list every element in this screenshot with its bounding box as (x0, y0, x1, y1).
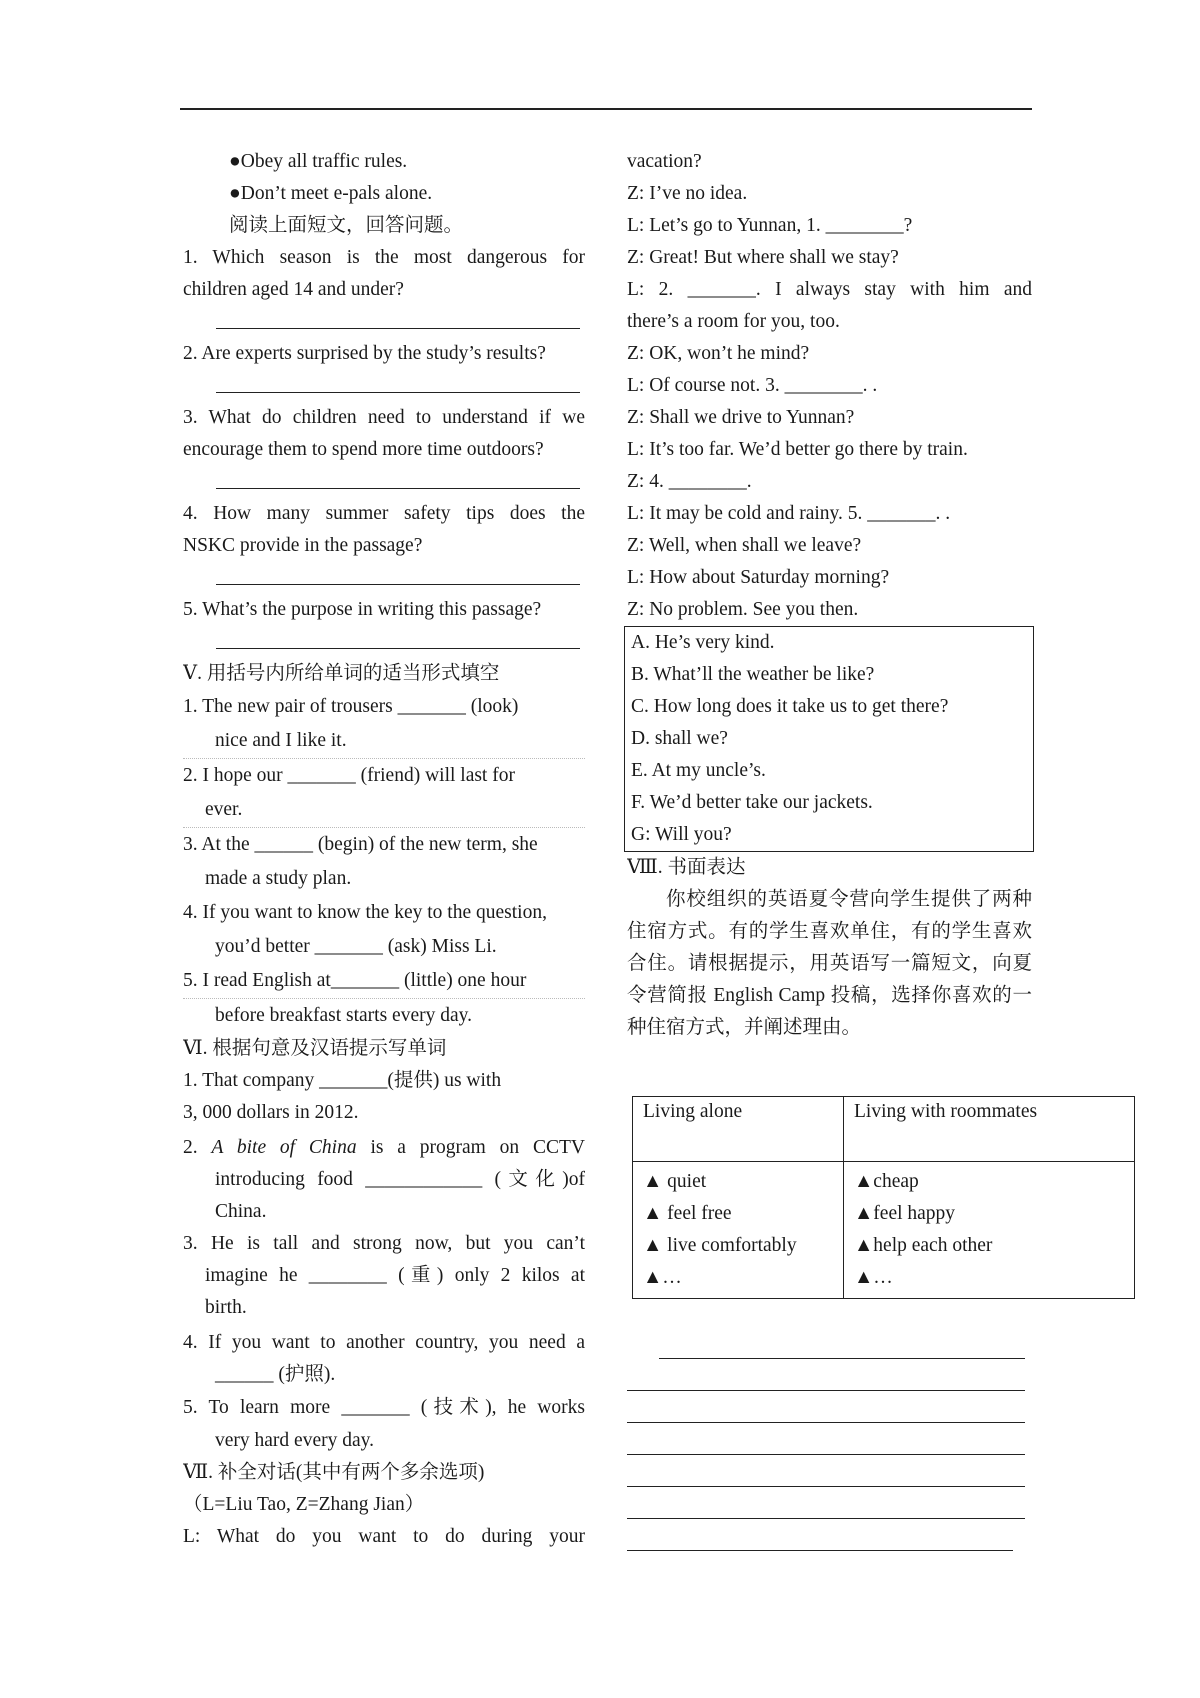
dialogue-line-6: there’s a room for you, too. (627, 311, 840, 332)
dialogue-line-9: Z: Shall we drive to Yunnan? (627, 407, 855, 428)
question-4-cont: NSKC provide in the passage? (183, 535, 423, 556)
alone-point: ▲ live comfortably (643, 1235, 797, 1256)
s5-item-4-cont: you’d better _______ (ask) Miss Li. (215, 936, 497, 957)
question-4: 4. How many summer safety tips does the (183, 503, 585, 524)
answer-line-3[interactable] (183, 466, 585, 498)
s6-item-3-end: birth. (205, 1297, 247, 1318)
tip-traffic: ●Obey all traffic rules. (229, 151, 408, 172)
dialogue-line-14: L: How about Saturday morning? (627, 567, 890, 588)
writing-line[interactable] (627, 1532, 1025, 1564)
s6-item-1: 1. That company _______(提供) us with (183, 1070, 502, 1091)
dialogue-line-11: Z: 4. ________. (627, 471, 752, 492)
options-box (624, 626, 1034, 852)
question-5: 5. What’s the purpose in writing this passage? (183, 599, 542, 620)
writing-line[interactable] (627, 1500, 1025, 1532)
answer-line-2[interactable] (183, 370, 585, 402)
s5-item-3: 3. At the ______ (begin) of the new term, she (183, 834, 538, 855)
answer-line-4[interactable] (183, 562, 585, 594)
dialogue-line-7: Z: OK, won’t he mind? (627, 343, 810, 364)
s6-item-2: 2. A bite of China is a program on CCTV (183, 1137, 585, 1158)
alone-point: ▲ quiet (643, 1171, 707, 1192)
s5-item-5-cont: before breakfast starts every day. (215, 1005, 472, 1026)
dialogue-line-8: L: Of course not. 3. ________. . (627, 375, 878, 396)
option-b: B. What’ll the weather be like? (631, 664, 875, 685)
answer-line-5[interactable] (183, 626, 585, 658)
header-rule (180, 108, 1032, 110)
option-d: D. shall we? (631, 728, 728, 749)
writing-line[interactable] (627, 1404, 1025, 1436)
dialogue-line-13: Z: Well, when shall we leave? (627, 535, 862, 556)
roommates-point: ▲… (854, 1267, 893, 1288)
dialogue-line-5: L: 2. _______. I always stay with him and (627, 279, 1032, 300)
left-column (183, 146, 585, 1553)
s5-item-4: 4. If you want to know the key to the question, (183, 902, 547, 923)
dialogue-line-0: L: What do you want to do during your (183, 1526, 585, 1547)
accommodation-table (632, 1096, 1135, 1299)
header-living-alone: Living alone (633, 1097, 844, 1162)
s6-item-2-cont: introducing food ____________ (文化)of (215, 1169, 585, 1190)
dialogue-line-15: Z: No problem. See you then. (627, 599, 859, 620)
s6-item-3: 3. He is tall and strong now, but you can’t (183, 1233, 585, 1254)
s5-item-2-cont: ever. (183, 793, 585, 828)
alone-points (633, 1162, 844, 1299)
question-1: 1. Which season is the most dangerous for (183, 247, 585, 268)
dialogue-line-1: vacation? (627, 151, 702, 172)
roommates-point: ▲help each other (854, 1235, 993, 1256)
writing-line[interactable] (627, 1372, 1025, 1404)
roommates-points (844, 1162, 1135, 1299)
right-column (627, 146, 1032, 1044)
alone-point: ▲ feel free (643, 1203, 732, 1224)
writing-prompt: 你校组织的英语夏令营向学生提供了两种住宿方式。有的学生喜欢单住，有的学生喜欢合住。请根据提示，用英语写一篇短文，向夏令营简报 English Camp 投稿，选择你喜欢的一种住宿方式，并阐述理由。 (627, 889, 1032, 1038)
question-3: 3. What do children need to understand if we (183, 407, 585, 428)
s5-item-1-cont: nice and I like it. (183, 724, 585, 759)
writing-answer-area[interactable] (627, 1340, 1025, 1564)
writing-line[interactable] (627, 1468, 1025, 1500)
option-f: F. We’d better take our jackets. (631, 792, 873, 813)
s6-item-2-end: China. (215, 1201, 267, 1222)
question-1-cont: children aged 14 and under? (183, 279, 404, 300)
question-3-cont: encourage them to spend more time outdoors? (183, 439, 544, 460)
s6-item-1-cont: 3, 000 dollars in 2012. (183, 1102, 359, 1123)
question-2: 2. Are experts surprised by the study’s results? (183, 343, 546, 364)
s5-item-5: 5. I read English at_______ (little) one hour (183, 964, 585, 999)
s6-item-3-cont: imagine he ________ (重) only 2 kilos at (205, 1265, 585, 1286)
writing-line[interactable] (627, 1340, 1025, 1372)
header-living-roommates: Living with roommates (844, 1097, 1135, 1162)
s6-item-5-cont: very hard every day. (215, 1430, 374, 1451)
s6-item-5: 5. To learn more _______ (技术), he works (183, 1397, 585, 1418)
section-8-heading: Ⅷ. 书面表达 (627, 857, 746, 878)
option-c: C. How long does it take us to get there? (631, 696, 949, 717)
option-e: E. At my uncle’s. (631, 760, 766, 781)
option-a: A. He’s very kind. (631, 632, 775, 653)
alone-point: ▲… (643, 1267, 682, 1288)
option-g: G: Will you? (631, 824, 732, 845)
writing-line[interactable] (627, 1436, 1025, 1468)
reading-instruction: 阅读上面短文，回答问题。 (229, 215, 464, 236)
section-7-heading: Ⅶ. 补全对话(其中有两个多余选项) (183, 1462, 485, 1483)
s6-item-4: 4. If you want to another country, you need a (183, 1332, 585, 1353)
dialogue-line-10: L: It’s too far. We’d better go there by train. (627, 439, 968, 460)
roommates-point: ▲feel happy (854, 1203, 956, 1224)
dialogue-line-12: L: It may be cold and rainy. 5. _______. . (627, 503, 951, 524)
tip-epals: ●Don’t meet e-pals alone. (229, 183, 433, 204)
answer-line-1[interactable] (183, 306, 585, 338)
dialogue-line-3: L: Let’s go to Yunnan, 1. ________? (627, 215, 913, 236)
s5-item-1: 1. The new pair of trousers _______ (look) (183, 696, 519, 717)
dialogue-line-4: Z: Great! But where shall we stay? (627, 247, 899, 268)
roommates-point: ▲cheap (854, 1171, 919, 1192)
dialogue-line-2: Z: I’ve no idea. (627, 183, 748, 204)
s5-item-2: 2. I hope our _______ (friend) will last for (183, 765, 515, 786)
section-7-speakers: （L=Liu Tao, Z=Zhang Jian） (183, 1494, 425, 1515)
section-5-heading: Ⅴ. 用括号内所给单词的适当形式填空 (183, 663, 500, 684)
s5-item-3-cont: made a study plan. (205, 868, 352, 889)
section-6-heading: Ⅵ. 根据句意及汉语提示写单词 (183, 1038, 447, 1059)
s6-item-4-cont: ______ (护照). (215, 1364, 336, 1385)
